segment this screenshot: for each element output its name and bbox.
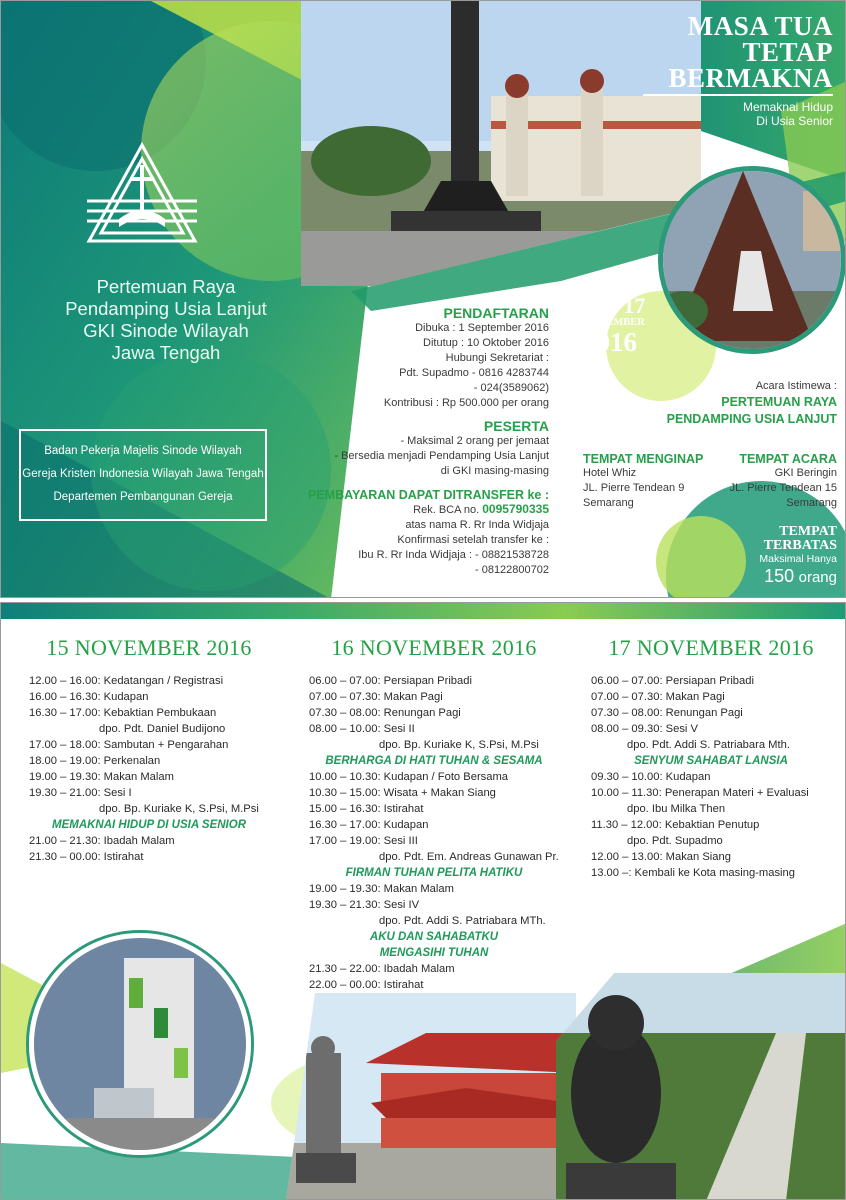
schedule-activity: : Renungan Pagi <box>377 707 461 719</box>
menginap-line: JL. Pierre Tendean 9 <box>583 482 685 494</box>
pendaftaran-line: Ditutup : 10 Oktober 2016 <box>423 337 549 349</box>
peserta-heading: PESERTA <box>483 418 549 434</box>
schedule-speaker: dpo. Pdt. Em. Andreas Gunawan Pr. <box>379 851 559 863</box>
menginap-heading: TEMPAT MENGINAP <box>583 452 704 466</box>
tempat-menginap <box>583 452 723 511</box>
schedule-time: 15.00 – 16.30 <box>309 803 378 815</box>
schedule-row <box>29 673 269 689</box>
schedule-activity: : Makan Siang <box>659 851 731 863</box>
hotel-photo <box>29 933 251 1155</box>
church-photo <box>658 166 846 354</box>
schedule-activity: : Istirahat <box>97 851 144 863</box>
schedule-row <box>309 673 559 689</box>
pembayaran-section <box>301 488 549 578</box>
schedule-time: 08.00 – 10.00 <box>309 723 378 735</box>
date-range: 15 - 17 <box>583 293 646 318</box>
day-heading: 15 NOVEMBER 2016 <box>46 635 252 660</box>
top-band <box>1 603 846 619</box>
schedule-theme: AKU DAN SAHABATKU <box>369 931 499 943</box>
temple-photo <box>286 993 576 1200</box>
gki-logo-icon <box>83 141 201 253</box>
schedule-row <box>29 833 269 849</box>
schedule-time: 19.00 – 19.30 <box>29 771 98 783</box>
schedule-row <box>309 817 559 833</box>
schedule-row <box>309 833 559 849</box>
pembayaran-line: atas nama R. Rr Inda Widjaja <box>405 519 549 531</box>
tempat-acara <box>717 452 837 511</box>
schedule-activity: : Ibadah Malam <box>97 835 175 847</box>
schedule-activity: : Kudapan <box>377 819 429 831</box>
acara-line: PERTEMUAN RAYA <box>721 395 837 409</box>
schedule-time: 07.30 – 08.00 <box>591 707 660 719</box>
temple-illustration <box>286 993 576 1200</box>
pendaftaran-line: - 024(3589062) <box>473 382 549 394</box>
schedule-row <box>591 817 831 833</box>
schedule-row <box>591 705 831 721</box>
schedule-time: 06.00 – 07.00 <box>309 675 378 687</box>
schedule-row <box>309 801 559 817</box>
peserta-line: di GKI masing-masing <box>440 465 549 477</box>
schedule-time: 07.30 – 08.00 <box>309 707 378 719</box>
front-panel <box>0 0 846 598</box>
schedule-activity: : Kebaktian Pembukaan <box>97 707 217 719</box>
pendaftaran-line: Pdt. Supadmo - 0816 4283744 <box>399 367 549 379</box>
event-name-line: GKI Sinode Wilayah <box>83 320 249 341</box>
schedule-activity: : Sesi II <box>377 723 415 735</box>
schedule-time: 19.00 – 19.30 <box>309 883 378 895</box>
schedule-time: 16.30 – 17.00 <box>29 707 98 719</box>
schedule-row <box>309 961 559 977</box>
schedule-theme: MEMAKNAI HIDUP DI USIA SENIOR <box>51 819 247 831</box>
pendaftaran-line: Hubungi Sekretariat : <box>445 352 549 364</box>
schedule-row <box>29 849 269 865</box>
schedule-activity: : Renungan Pagi <box>659 707 743 719</box>
acara-istimewa <box>631 379 837 428</box>
schedule-row <box>309 689 559 705</box>
schedule-speaker: dpo. Pdt. Addi S. Patriabara MTh. <box>379 915 546 927</box>
schedule-time: 10.00 – 10.30 <box>309 771 378 783</box>
tempat-acara-line: GKI Beringin <box>774 467 837 479</box>
schedule-time: 10.30 – 15.00 <box>309 787 378 799</box>
schedule-activity: : Makan Malam <box>97 771 174 783</box>
rekening-number: 0095790335 <box>482 502 549 516</box>
schedule-time: 19.30 – 21.30 <box>309 899 378 911</box>
schedule-activity: : Kedatangan / Registrasi <box>97 675 224 687</box>
monkey-statue-photo <box>556 973 846 1200</box>
tempat-acara-heading: TEMPAT ACARA <box>739 452 837 466</box>
menginap-line: Hotel Whiz <box>583 467 637 479</box>
schedule-activity: : Sesi I <box>97 787 132 799</box>
schedule-activity: : Sesi III <box>377 835 418 847</box>
pendaftaran-line: Dibuka : 1 September 2016 <box>415 322 549 334</box>
schedule-row <box>591 721 831 737</box>
schedule-activity: : Istirahat <box>377 979 424 991</box>
capacity-line <box>731 566 837 588</box>
peserta-line: - Maksimal 2 orang per jemaat <box>400 435 549 447</box>
title-divider <box>643 94 833 96</box>
terbatas-line: TERBATAS <box>763 538 837 553</box>
main-title <box>633 13 833 128</box>
schedule-time: 08.00 – 09.30 <box>591 723 660 735</box>
schedule-theme: SENYUM SAHABAT LANSIA <box>634 755 788 767</box>
schedule-activity: : Kudapan <box>659 771 711 783</box>
schedule-time: 12.00 – 16.00 <box>29 675 98 687</box>
schedule-activity: : Kebaktian Penutup <box>658 819 760 831</box>
tempat-terbatas <box>731 525 837 588</box>
church-illustration <box>663 171 843 351</box>
schedule-time: 07.00 – 07.30 <box>309 691 378 703</box>
subtitle-line: Memaknai Hidup <box>742 100 833 114</box>
schedule-row <box>591 673 831 689</box>
schedule-time: 06.00 – 07.00 <box>591 675 660 687</box>
schedule-day-2 <box>309 635 559 993</box>
schedule-activity: : Kudapan <box>97 691 149 703</box>
menginap-line: Semarang <box>583 497 634 509</box>
schedule-activity: : Persiapan Pribadi <box>377 675 472 687</box>
schedule-activity: : Kembali ke Kota masing-masing <box>628 867 795 879</box>
schedule-row <box>591 769 831 785</box>
organizer-line: Departemen Pembangunan Gereja <box>53 491 233 503</box>
schedule-row <box>29 737 269 753</box>
organizer-box <box>19 429 267 521</box>
schedule-row <box>309 881 559 897</box>
rekening-prefix: Rek. BCA no. <box>413 504 483 516</box>
acara-line: PENDAMPING USIA LANJUT <box>666 412 837 426</box>
tempat-acara-line: JL. Pierre Tendean 15 <box>729 482 837 494</box>
schedule-row <box>591 785 831 801</box>
schedule-theme: FIRMAN TUHAN PELITA HATIKU <box>345 867 523 879</box>
schedule-time: 11.30 – 12.00 <box>591 819 659 831</box>
pendaftaran-line: Kontribusi : Rp 500.000 per orang <box>383 397 549 409</box>
pembayaran-heading: PEMBAYARAN DAPAT DITRANSFER ke : <box>307 488 549 502</box>
hotel-illustration <box>34 938 246 1150</box>
event-name-line: Jawa Tengah <box>111 342 221 363</box>
day-heading: 17 NOVEMBER 2016 <box>608 635 814 660</box>
event-name <box>41 276 291 364</box>
schedule-row <box>29 753 269 769</box>
schedule-row <box>29 705 269 721</box>
peserta-line: - Bersedia menjadi Pendamping Usia Lanjut <box>334 450 549 462</box>
schedule-time: 09.30 – 10.00 <box>591 771 660 783</box>
schedule-time: 12.00 – 13.00 <box>591 851 660 863</box>
schedule-theme: BERHARGA DI HATI TUHAN & SESAMA <box>325 755 543 767</box>
capacity-count: 150 <box>764 566 795 586</box>
schedule-row <box>309 897 559 913</box>
schedule-row <box>591 865 831 881</box>
peserta-section <box>321 418 549 479</box>
waktu-label: Waktu : <box>583 284 617 295</box>
subtitle-line: Di Usia Senior <box>756 114 833 128</box>
schedule-row <box>309 769 559 785</box>
event-name-line: Pendamping Usia Lanjut <box>65 298 267 319</box>
tempat-acara-line: Semarang <box>786 497 837 509</box>
schedule-row <box>29 785 269 801</box>
schedule-speaker: dpo. Pdt. Daniel Budijono <box>99 723 226 735</box>
schedule-time: 10.00 – 11.30 <box>591 787 659 799</box>
schedule-panel <box>0 602 846 1200</box>
schedule-speaker: dpo. Pdt. Supadmo <box>627 835 723 847</box>
monkey-statue-illustration <box>556 973 846 1200</box>
schedule-activity: : Kudapan / Foto Bersama <box>377 771 509 783</box>
schedule-row <box>29 769 269 785</box>
schedule-activity: : Makan Pagi <box>659 691 725 703</box>
schedule-activity: : Sesi V <box>659 723 698 735</box>
schedule-speaker: dpo. Pdt. Addi S. Patriabara Mth. <box>627 739 790 751</box>
schedule-time: 19.30 – 21.00 <box>29 787 98 799</box>
event-date <box>583 284 663 355</box>
schedule-time: 16.00 – 16.30 <box>29 691 98 703</box>
capacity-unit: orang <box>798 569 837 586</box>
max-label: Maksimal Hanya <box>759 553 837 565</box>
schedule-time: 21.30 – 00.00 <box>29 851 98 863</box>
schedule-time: 16.30 – 17.00 <box>309 819 378 831</box>
pendaftaran-section <box>381 305 549 411</box>
schedule-activity: : Makan Malam <box>377 883 454 895</box>
schedule-activity: : Ibadah Malam <box>377 963 455 975</box>
schedule-time: 07.00 – 07.30 <box>591 691 660 703</box>
schedule-activity: : Sesi IV <box>377 899 420 911</box>
schedule-row <box>309 705 559 721</box>
schedule-row <box>309 721 559 737</box>
pembayaran-line: - 08122800702 <box>474 564 549 576</box>
schedule-row <box>591 689 831 705</box>
day-heading: 16 NOVEMBER 2016 <box>331 635 537 660</box>
pembayaran-line: Ibu R. Rr Inda Widjaja : - 08821538728 <box>358 549 549 561</box>
schedule-time: 21.00 – 21.30 <box>29 835 98 847</box>
date-year: 2016 <box>583 327 637 357</box>
schedule-activity: : Sambutan + Pengarahan <box>97 739 229 751</box>
schedule-day-3 <box>591 635 831 881</box>
gki-logo <box>83 141 201 253</box>
schedule-time: 22.00 – 00.00 <box>309 979 378 991</box>
schedule-speaker: dpo. Ibu Milka Then <box>627 803 726 815</box>
pendaftaran-heading: PENDAFTARAN <box>443 305 549 321</box>
schedule-theme: MENGASIHI TUHAN <box>379 947 489 959</box>
acara-label: Acara Istimewa : <box>755 380 837 392</box>
schedule-activity: : Makan Pagi <box>377 691 443 703</box>
rekening-line <box>301 502 549 518</box>
schedule-row <box>29 689 269 705</box>
organizer-line: Badan Pekerja Majelis Sinode Wilayah <box>44 445 242 457</box>
title-line: TETAP <box>742 37 833 67</box>
schedule-row <box>309 977 559 993</box>
organizer-line: Gereja Kristen Indonesia Wilayah Jawa Tengah <box>22 468 264 480</box>
schedule-row <box>309 785 559 801</box>
event-name-line: Pertemuan Raya <box>96 276 236 297</box>
schedule-time: 17.00 – 18.00 <box>29 739 98 751</box>
schedule-time: 13.00 – <box>591 867 629 879</box>
title-line: MASA TUA <box>687 11 833 41</box>
schedule-speaker: dpo. Bp. Kuriake K, S.Psi, M.Psi <box>99 803 259 815</box>
date-month: NOVEMBER <box>583 317 645 328</box>
schedule-time: 17.00 – 19.00 <box>309 835 378 847</box>
schedule-activity: : Istirahat <box>377 803 424 815</box>
terbatas-line: TEMPAT <box>779 524 837 539</box>
schedule-day-1 <box>29 635 269 865</box>
schedule-activity: : Persiapan Pribadi <box>659 675 754 687</box>
title-line: BERMAKNA <box>668 63 833 93</box>
schedule-time: 18.00 – 19.00 <box>29 755 98 767</box>
schedule-activity: : Penerapan Materi + Evaluasi <box>658 787 809 799</box>
schedule-row <box>591 849 831 865</box>
pembayaran-line: Konfirmasi setelah transfer ke : <box>397 534 549 546</box>
schedule-activity: : Perkenalan <box>97 755 161 767</box>
schedule-activity: : Wisata + Makan Siang <box>377 787 496 799</box>
schedule-time: 21.30 – 22.00 <box>309 963 378 975</box>
schedule-speaker: dpo. Bp. Kuriake K, S.Psi, M.Psi <box>379 739 539 751</box>
